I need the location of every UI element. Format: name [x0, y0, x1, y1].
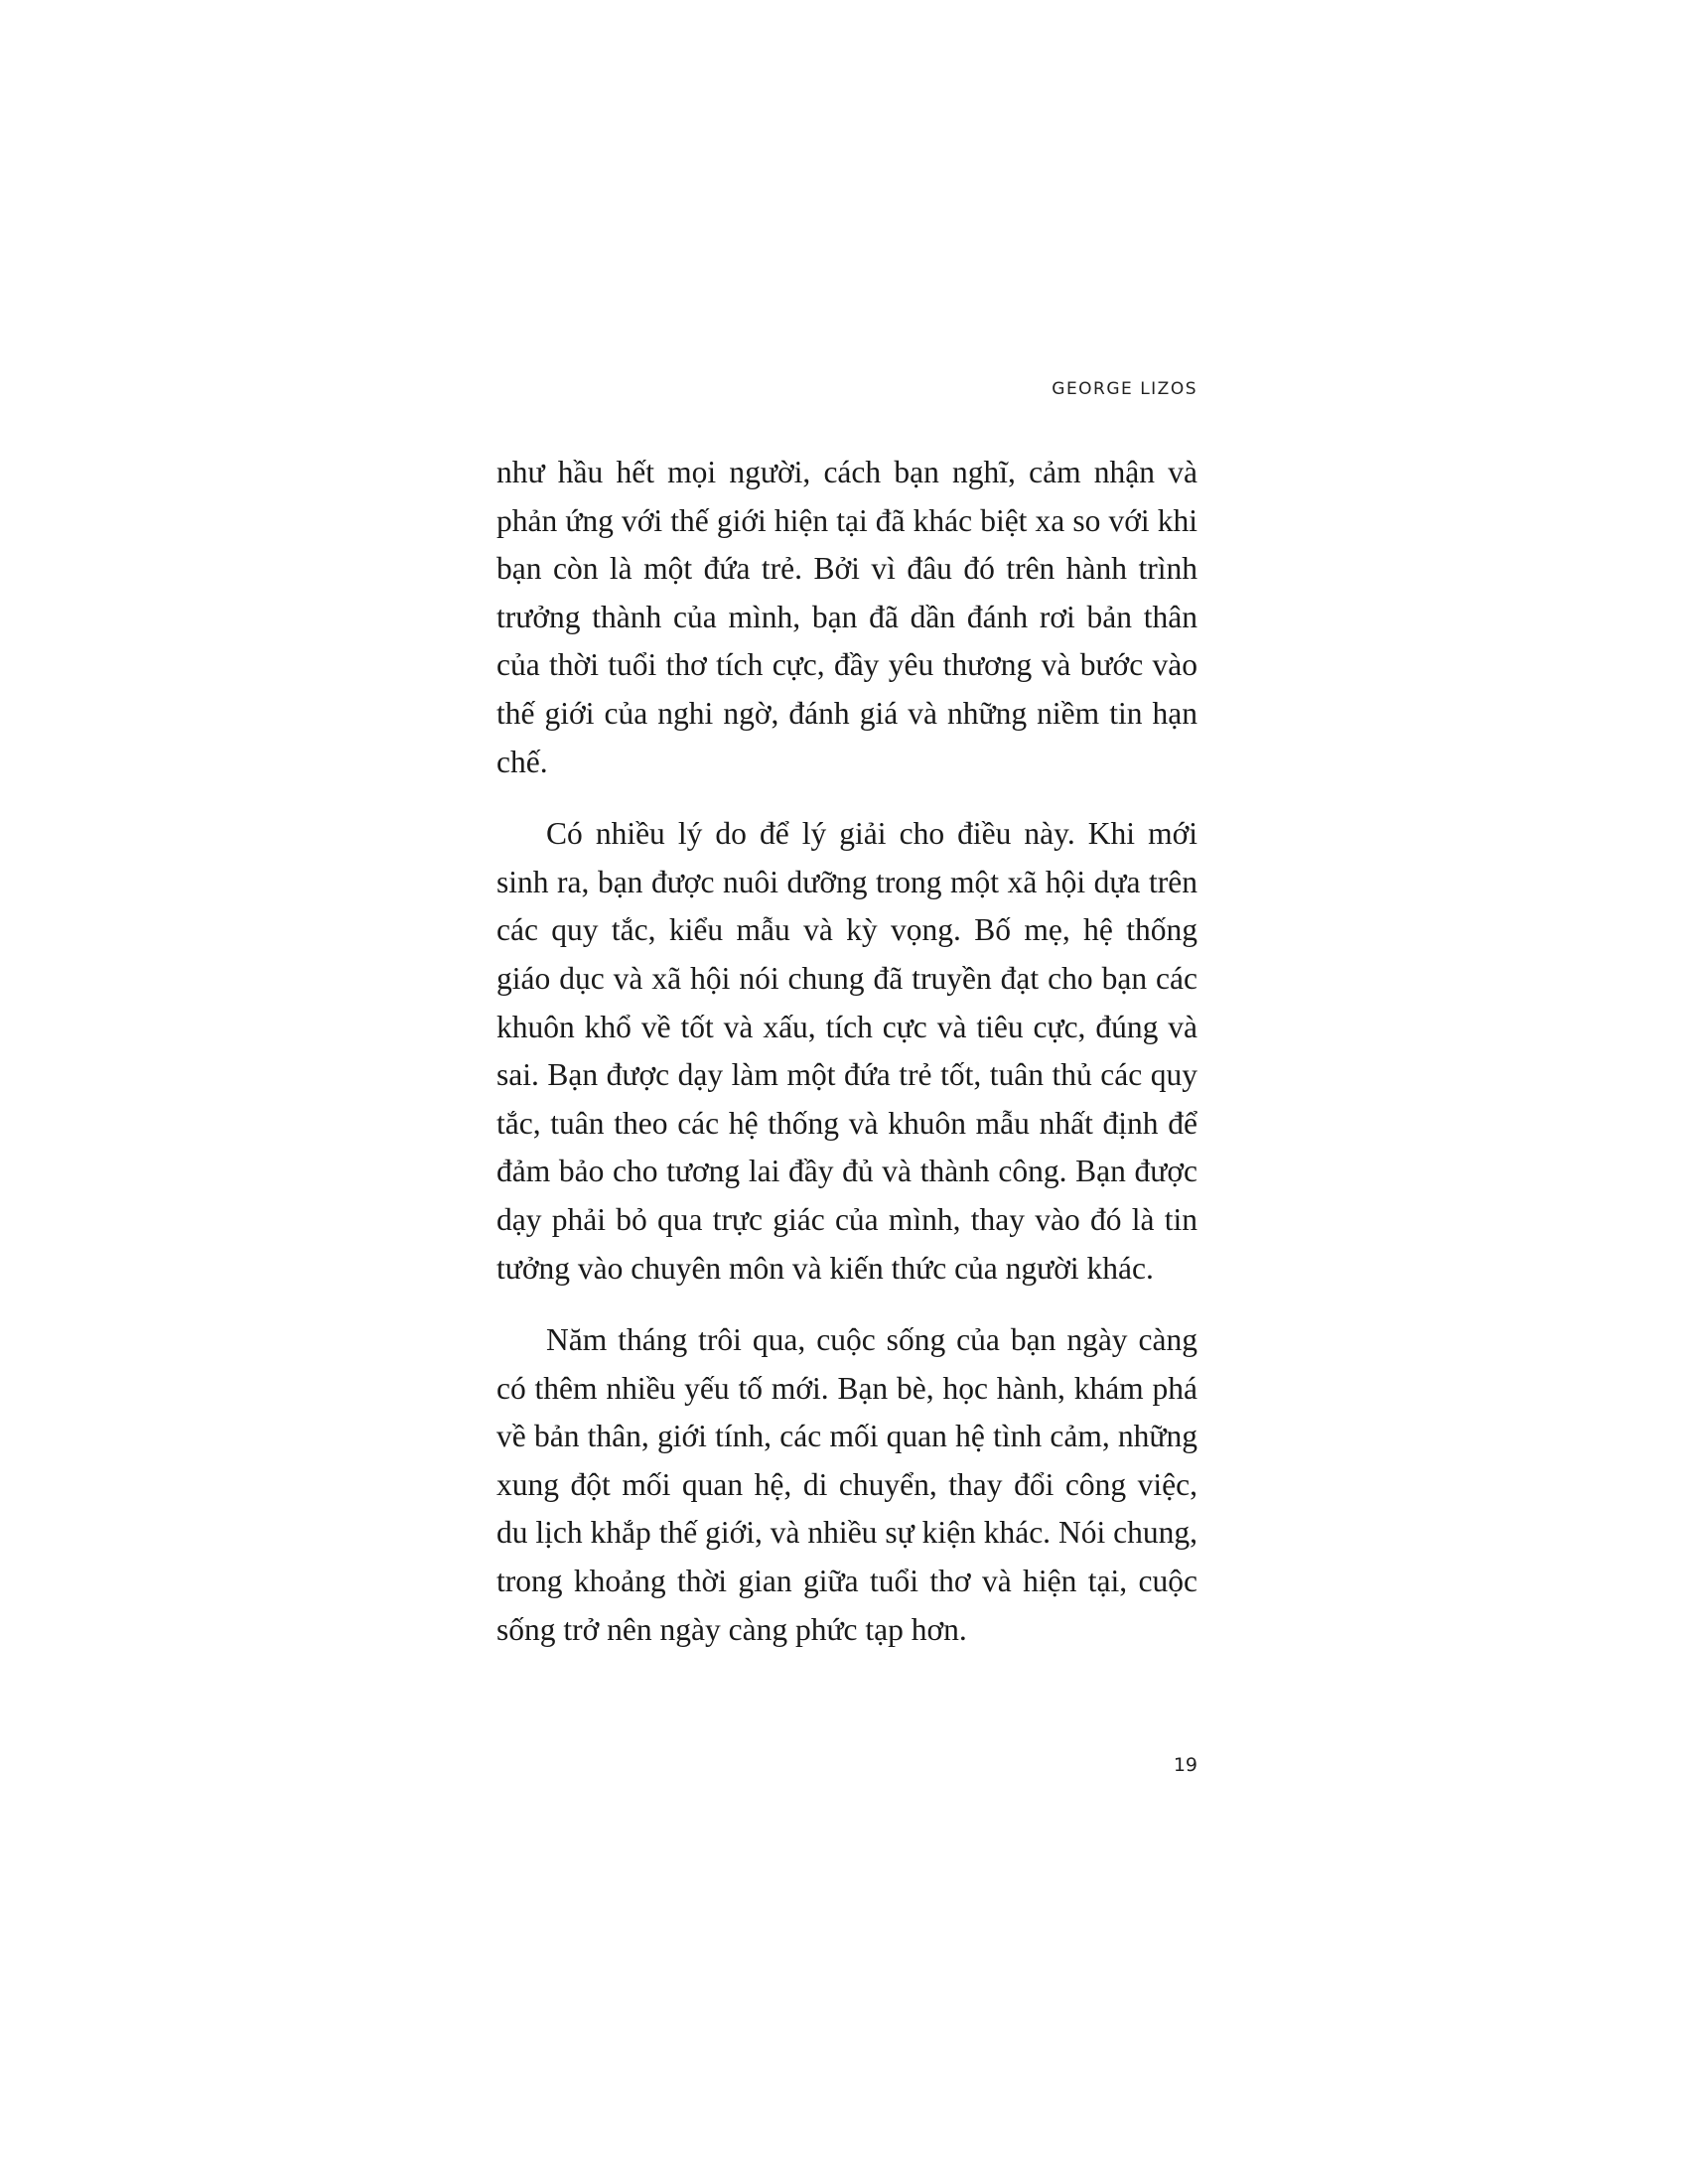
paragraph-3: Năm tháng trôi qua, cuộc sống của bạn ngày càng có thêm nhiều yếu tố mới. Bạn bè, học hành, khám phá về bản thân, giới tính, các mối quan hệ tình cảm, những xung đột mối quan hệ, di chuyển, thay đổi công việc, du lịch khắp thế giới, và nhiều sự kiện khác. Nói chung, trong khoảng thời gian giữa tuổi thơ và hiện tại, cuộc sống trở nên ngày càng phức tạp hơn.	[496, 1322, 1197, 1647]
body-text	[496, 449, 1197, 1678]
paragraph-1: như hầu hết mọi người, cách bạn nghĩ, cảm nhận và phản ứng với thế giới hiện tại đã khác biệt xa so với khi bạn còn là một đứa trẻ. Bởi vì đâu đó trên hành trình trưởng thành của mình, bạn đã dần đánh rơi bản thân của thời tuổi thơ tích cực, đầy yêu thương và bước vào thế giới của nghi ngờ, đánh giá và những niềm tin hạn chế.	[496, 455, 1197, 779]
page-number: 19	[1173, 1754, 1197, 1776]
paragraph-2: Có nhiều lý do để lý giải cho điều này. Khi mới sinh ra, bạn được nuôi dưỡng trong một xã hội dựa trên các quy tắc, kiểu mẫu và kỳ vọng. Bố mẹ, hệ thống giáo dục và xã hội nói chung đã truyền đạt cho bạn các khuôn khổ về tốt và xấu, tích cực và tiêu cực, đúng và sai. Bạn được dạy làm một đứa trẻ tốt, tuân thủ các quy tắc, tuân theo các hệ thống và khuôn mẫu nhất định để đảm bảo cho tương lai đầy đủ và thành công. Bạn được dạy phải bỏ qua trực giác của mình, thay vào đó là tin tưởng vào chuyên môn và kiến thức của người khác.	[496, 816, 1197, 1286]
running-header-author: GEORGE LIZOS	[1052, 379, 1197, 399]
